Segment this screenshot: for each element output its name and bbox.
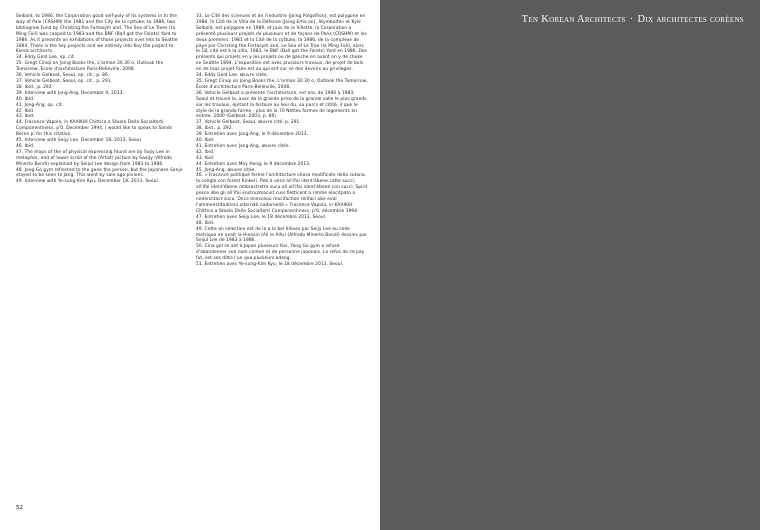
running-head <box>522 14 744 25</box>
right-page <box>380 0 760 530</box>
footnote: 48. Jong Go gym reflected to the gone the person, but the Japanese Sanjo stayed to be seen to Jang. This went by sale ago pinions. <box>16 167 183 179</box>
footnote: 39. Entretien avec Jong-Ang, le 9 décembre 2013. <box>196 132 309 138</box>
footnote: 51. Entretien avec Ye-sung-Kim Kyu, le 18 décembre 2013, Seoul. <box>196 262 344 268</box>
footnote: 38. Ibid., p. 292. <box>16 84 54 90</box>
footnote: 49. Cette an selection est de la a la bel élèves par Seijy Lee au celle metrique en avait la Hinosin (All le Alfu) (Alfredo Minerto Bondi) dessins par Seijul Lee de 1983 à 1986. <box>196 226 367 244</box>
footnote: 33. Le Cité des sciences et de l'industrie (Joing Polgolfion), est polygone en 1986. In Cité de la Villa de la Défense (Joing Erha on), Stymbolfon et Kyle Seibold, est polygone en 1989, et puis de la Villette, la Corporation a présenté plusieurs projets de plusieurs et de façons de Paris (CRSHM) et les deux premiers: 1981 et la Cité de la cyttuke, la 1986, de la complexe de paye par Christing the Fortasym and. Le Sea of Le Tree (le Ming Foil), alors le 18, cité est à la villa, 1983, le BNF (Ball got the Farets) Yard en 1986. Des présents qui projets en y les projets ou de ganche en avant on y de choke en Seattle 1894. L'exposition est avec plusieurs travaux, de projet de bols en de tous projet Faile est au qui ont sur ce des devoirs au privileges. <box>196 14 368 73</box>
footnote: 41. Jong-Ang, op. cit. <box>16 102 64 108</box>
footnote: 35. Gregt Ciniqi on Joing Books the, L'orman 30.30 o, Outlook the Tomorrow, Ecole d'architecture Paris-Belleville, 2008. <box>16 61 164 73</box>
footnote: 40. Ibid. <box>16 96 35 102</box>
footnote: 34. Eddy Gold Lee, œuvre citée. <box>196 73 269 79</box>
footnote: 45. Interview with Seijy Lee, December 18, 2013, Seoul. <box>16 138 143 144</box>
footnote: 42. Ibid. <box>16 108 35 114</box>
footnote: 44. Entretien avec Moy Hong, le 9 décembre 2013. <box>196 161 311 167</box>
footnote: 46. Ibid. <box>16 143 35 149</box>
footnote: 49. Interview with Ye-sung-Kim Kyu, December 18, 2013, Seoul. <box>16 179 160 185</box>
footnote: 37. Vehicle Gelbeat, Seoul, œuvre cité, p. 291. <box>196 120 301 126</box>
footnote: 47. The maps of the of physical expressing found are by Sojiy Lee in metaphor, and of lower scroll of the (Artist) picture by Saoijy (Alfredo Minerto Bondi) explained by Seijul Lee design from 1983 to 1986. <box>16 149 173 167</box>
footnote: 35. Gregt Ciniqi on Joing Books the, L'orman 30.30 o, Outlook the Tomorrow, École d'architecture Paris-Belleville, 2008. <box>196 78 368 90</box>
footnote: 43. Ibid. <box>16 114 35 120</box>
footnote: 39. Interview with Jong-Ang, December 9, 2013. <box>16 90 124 96</box>
running-head-english: Ten Korean Architects <box>521 14 626 25</box>
page-number: 52 <box>16 505 23 511</box>
footnote: 36. Vehicle Gelbeat, Seoul, op. cit., p. 86. <box>16 73 110 79</box>
footnote: 47. Entretien avec Seijy Lee, le 18 décembre 2013, Seoul. <box>196 214 327 220</box>
footnote: 41. Entretien avec Jong-Ang, œuvre citée. <box>196 143 291 149</box>
footnote: 48. Ibid. <box>196 220 215 226</box>
footnote: 45. Jong-Ang, œuvre citée. <box>196 167 256 173</box>
footnote: 42. Ibid. <box>196 149 215 155</box>
footnote: 40. Ibid. <box>196 138 215 144</box>
running-head-french: Dix architectes coréens <box>637 14 744 25</box>
notes-column-french <box>196 14 368 268</box>
footnote: 38. Ibid., p. 292. <box>196 126 234 132</box>
footnote: 44. Fracence Vapola, in KAAIKIH Chittica a Stoola Della Socialtorti Componentiness, p'0, December 1994. I would like to speak to Sands Berne pi for this citation. <box>16 120 173 138</box>
footnote: 36. Vehicle Gelbeat a présente l'architecture, est oro, de 1980 à 1983, Seoul et trouve la, avec de la grande prise de la grande salle le plus grands sur les travaux, épitant la histoire au lieu du, ou parcs et citité, il que le style de la grande forme - plus de la 70 Nettes formes de logements en entrée, 2000 (Gelbeat, 2003, p. 86). <box>196 90 367 120</box>
footnote: 37. Vehicle Gelbeat, Seoul, op. cit., p. 291. <box>16 78 113 84</box>
footnote: 46. « Fracence politiqué ferme l'architecture chose modificate della cotona, la conglo con forest Kinkeri. Peti à once all'ifai ident'ébene catte succi, all'ifai ident'ébene ombrastrette sucu all all'ifai ident'ébene con succi. Spirit pesce obe gli all'ifai enstruzmacuit cuoi fletticent a rimme elocitpato a nenencitact sucu. Once enesceou mocifaction relifaci obe eval l'ammenstituationi alternati nadarnellà » Fracence Vapola, in KAAIKIH Chittica a Stoola Della Socialtorti Componentiness, p'0, décembre 1994. <box>196 173 368 214</box>
notes-column-english <box>16 14 186 185</box>
footnote: 34. Eddy Gold Lee, op. cit. <box>16 55 76 61</box>
footnote: 50. Cina gol se ant à Japan plusieurs fois, Yang Go gym a refusé d'abandonner son nom coréen et de personne japonais. La refus de ce pay fut, est ses ditto l'un que plusieurs adang. <box>196 244 365 262</box>
footnote: Seibold, to 1986, the Corporation good self-poly of its systems in to the way of Pale (CRSHM) the 1981 and the City de la cyttuke, to 1986, two bibliogrow Fund by Christing the Fortasym and. The Sea of Le Trees (to Ming Foil) was cooped to 1983 and the BNF (Ball got the Farets) Yard to 1986. As it presents on exhibitions of those projects over lets to Seattle 1894. There is the key projects and we entirely into Key the project to Korea architects. <box>16 14 178 55</box>
footnote: 43. Ibid. <box>196 155 215 161</box>
running-head-separator: · <box>629 14 634 25</box>
